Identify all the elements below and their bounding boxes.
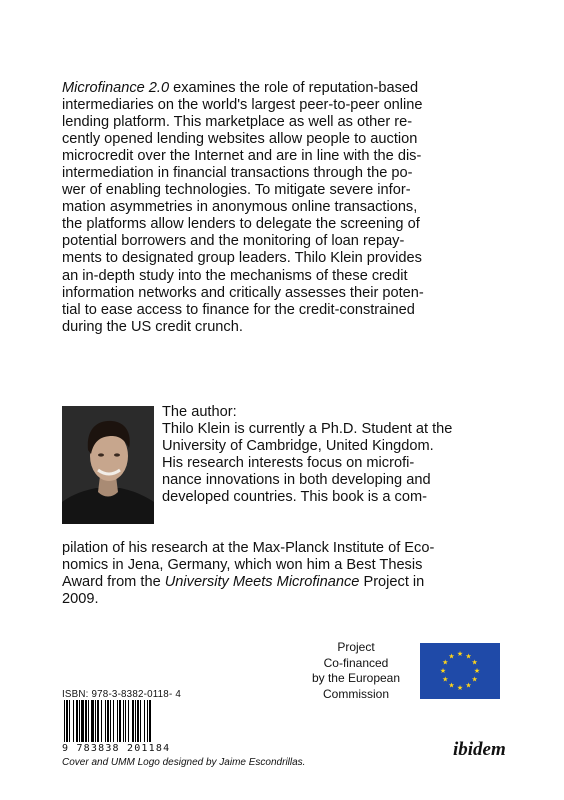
barcode-bar: [91, 700, 94, 742]
blurb-line: tial to ease access to finance for the credit-constrained: [62, 301, 415, 318]
barcode-bar: [149, 700, 151, 742]
blurb-line: potential borrowers and the monitoring of loan repay-: [62, 233, 405, 250]
barcode-bar: [135, 700, 136, 742]
blurb-text: [62, 80, 512, 336]
isbn-label: ISBN: 978-3-8382-0118- 4: [62, 689, 181, 700]
barcode-bar: [81, 700, 84, 742]
svg-text:★: ★: [448, 681, 455, 690]
barcode-bar: [105, 700, 106, 742]
blurb-line: intermediation in financial transactions through the po-: [62, 165, 413, 182]
svg-text:★: ★: [456, 650, 464, 658]
author-line: Thilo Klein is currently a Ph.D. Student at the: [162, 421, 453, 438]
book-title: Microfinance 2.0: [62, 80, 170, 96]
author-portrait-icon: [62, 406, 154, 524]
bio-line: Award from the University Meets Microfinance Project in: [62, 574, 425, 591]
barcode-bar: [132, 700, 134, 742]
blurb-line: cently opened lending websites allow people to auction: [62, 131, 418, 148]
barcode-bar: [110, 700, 111, 742]
svg-text:★: ★: [442, 658, 449, 667]
svg-text:★: ★: [442, 675, 449, 684]
svg-text:★: ★: [465, 652, 472, 661]
barcode-bar: [147, 700, 148, 742]
barcode-bar: [85, 700, 87, 742]
barcode-bar: [119, 700, 121, 742]
barcode-bar: [125, 700, 126, 742]
blurb-line: during the US credit crunch.: [62, 318, 243, 335]
svg-text:★: ★: [471, 658, 478, 667]
barcode-bar: [97, 700, 99, 742]
blurb-line: microcredit over the Internet and are in line with the dis-: [62, 148, 422, 165]
svg-text:★: ★: [471, 675, 478, 684]
author-line: developed countries. This book is a com-: [162, 489, 427, 506]
svg-text:★: ★: [473, 667, 481, 675]
blurb-line: ments to designated group leaders. Thilo Klein provides: [62, 250, 422, 267]
barcode-bar: [107, 700, 109, 742]
barcode-bar: [137, 700, 139, 742]
bio-line: nomics in Jena, Germany, which won him a Best Thesis: [62, 557, 423, 574]
bio-line: pilation of his research at the Max-Planck Institute of Eco-: [62, 540, 435, 556]
barcode-bar: [79, 700, 80, 742]
blurb-line: an in-depth study into the mechanisms of these credit: [62, 267, 408, 284]
svg-text:★: ★: [465, 681, 472, 690]
blurb-line: intermediaries on the world's largest peer-to-peer online: [62, 97, 423, 114]
barcode-bar: [64, 700, 65, 742]
blurb-line: the platforms allow lenders to delegate the screening of: [62, 216, 420, 233]
blurb-line: lending platform. This marketplace as well as other re-: [62, 114, 413, 131]
barcode-bar: [140, 700, 141, 742]
eu-cofinance-text: Project Co-financed by the European Commission: [311, 640, 401, 701]
author-line: nance innovations in both developing and: [162, 472, 431, 489]
author-line: University of Cambridge, United Kingdom.: [162, 438, 434, 455]
author-photo: [62, 406, 154, 524]
barcode-bar: [69, 700, 70, 742]
svg-text:★: ★: [439, 667, 447, 675]
barcode-bar: [88, 700, 89, 742]
blurb-line: wer of enabling technologies. To mitigate severe infor-: [62, 182, 411, 199]
author-bio-continued: [62, 540, 502, 608]
barcode-bar: [95, 700, 96, 742]
barcode-bar: [113, 700, 114, 742]
barcode-bar: [144, 700, 145, 742]
barcode-bar: [66, 700, 68, 742]
barcode-bar: [123, 700, 124, 742]
barcode-bar: [101, 700, 102, 742]
blurb-line: Microfinance 2.0 examines the role of reputation-based: [62, 80, 419, 96]
barcode-icon: [62, 700, 188, 742]
author-heading: The author:: [162, 404, 237, 420]
author-section: [162, 404, 522, 506]
svg-text:★: ★: [456, 684, 464, 692]
design-credit: Cover and UMM Logo designed by Jaime Escondrillas.: [62, 757, 306, 768]
blurb-line: mation asymmetries in anonymous online transactions,: [62, 199, 418, 216]
project-name: University Meets Microfinance: [164, 574, 360, 591]
blurb-line: information networks and critically assesses their poten-: [62, 284, 424, 301]
bio-line: 2009.: [62, 591, 99, 608]
barcode-bar: [76, 700, 78, 742]
barcode-bar: [128, 700, 129, 742]
svg-text:★: ★: [448, 652, 455, 661]
barcode-bar: [117, 700, 118, 742]
eu-flag-icon: [420, 643, 500, 699]
barcode-digits: 9 783838 201184: [62, 743, 171, 754]
barcode-bar: [73, 700, 74, 742]
author-line: His research interests focus on microfi-: [162, 455, 415, 472]
publisher-logo: ibidem: [453, 739, 506, 760]
